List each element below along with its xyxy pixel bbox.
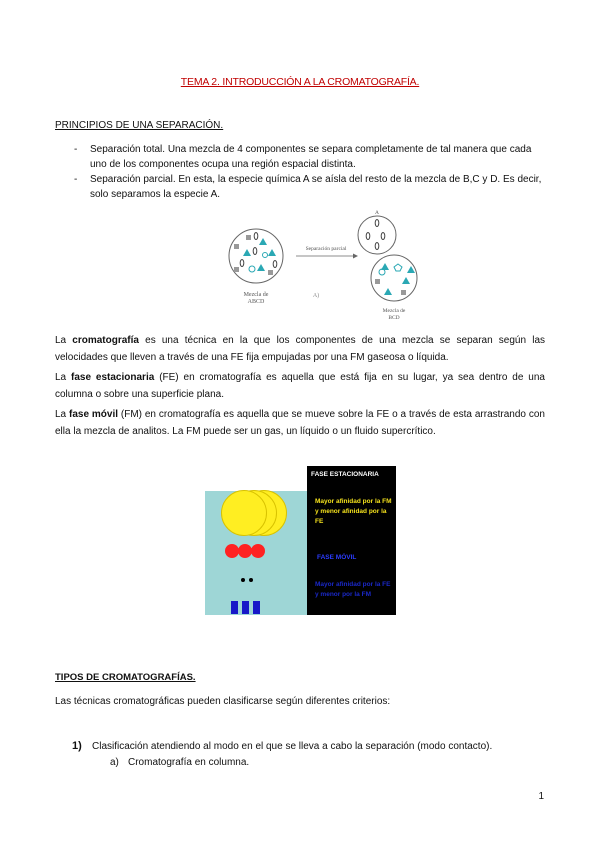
pentagon-particle [394,264,402,271]
red-particle [238,544,252,558]
triangle-particle [384,288,392,295]
red-particle [251,544,265,558]
red-particle [225,544,239,558]
oval-particle [375,220,379,227]
page-number: 1 [538,791,544,802]
mobile-phase-label: FASE MÓVIL [317,554,357,561]
square-particle [375,279,380,284]
top-label: A [375,210,379,216]
stationary-phase-label: FASE ESTACIONARIA [311,471,379,478]
triangle-particle [402,277,410,284]
paragraph-stationary-phase: La fase estacionaria (FE) en cromatografía es aquella que está fija en su lugar, ya sea dentro de una columna o sobre una superficie plana. [55,372,545,400]
oval-particle [381,233,385,240]
document-title: TEMA 2. INTRODUCCIÓN A LA CROMATOGRAFÍA. [180,76,420,88]
paragraph-chromatography: La cromatografía es una técnica en la que los componentes de una mezcla se separan según las velocidades que lleven a través de una FE fija empujadas por una FM gaseosa o líquida. [55,335,545,363]
types-intro: Las técnicas cromatográficas pueden clasificarse según diferentes criterios: [55,696,391,707]
left-caption-2: ABCD [247,299,265,305]
square-particle [234,244,239,249]
sub-text: Cromatografía en columna. [128,757,250,768]
bullet-line: Separación parcial. En esta, la especie química A se aísla del resto de la mezcla de B,C y D. Es decir, [90,174,542,185]
oval-particle [240,260,244,267]
oval-particle [375,243,379,250]
item-number: 1) [72,740,82,752]
mixture-bcd-circle [371,255,417,301]
blue-particle [231,601,238,614]
oval-particle [366,233,370,240]
triangle-particle [268,249,276,256]
bullet-dash: - [74,174,78,185]
bullet-total [74,142,549,172]
square-particle [401,290,406,295]
oval-particle [273,261,277,268]
square-particle [268,270,273,275]
bullet-line: solo separamos la especie A. [90,189,221,200]
triangle-particle [243,249,251,256]
bottom-caption-1: Mezcla de [382,308,406,314]
section-heading-types: TIPOS DE CROMATOGRAFÍAS. [55,672,196,683]
species-a-circle [358,216,396,254]
bullet-dash: - [74,144,78,155]
square-particle [234,267,239,272]
ring-particle [263,253,268,258]
triangle-particle [257,264,265,271]
black-dot [249,578,253,582]
square-particle [246,235,251,240]
term-bold: fase móvil [69,409,119,420]
yellow-affinity-text: Mayor afinidad por la FM y menor afinidad por la FE [315,498,392,525]
bullet-line: uno de los componentes ocupa una región espacial distinta. [90,159,356,170]
ring-particle [249,266,255,272]
black-dot [241,578,245,582]
part-label: A) [312,293,320,299]
blue-particle [242,601,249,614]
bottom-caption-2: BCD [388,315,400,321]
yellow-particle [221,490,267,536]
sub-letter: a) [110,757,119,768]
arrow-head [353,254,358,259]
term-bold: cromatografía [72,335,139,346]
item-text: Clasificación atendiendo al modo en el que se lleva a cabo la separación (modo contacto). [92,741,493,752]
blue-particle [253,601,260,614]
paragraph-mobile-phase: La fase móvil (FM) en cromatografía es aquella que se mueve sobre la FE o a través de esta arrastrando con ella la mezcla de analitos. La FM puede ser un gas, un líquido o un fluido supercrítico. [55,409,545,437]
bullet-line: Separación total. Una mezcla de 4 componentes se separa completamente de tal manera que cada [90,144,532,155]
term-bold: fase estacionaria [71,372,155,383]
triangle-particle [259,238,267,245]
blue-affinity-text: Mayor afinidad por la FE y menor por la FM [315,581,391,598]
left-caption-1: Mezcla de [243,292,269,298]
bullet-partial [74,172,549,202]
oval-particle [253,248,257,255]
oval-particle [254,233,258,240]
arrow-label: Separación parcial [305,246,347,252]
separation-diagram [218,206,428,324]
section-heading-principles: PRINCIPIOS DE UNA SEPARACIÓN. [55,120,224,131]
phase-illustration [205,466,396,615]
